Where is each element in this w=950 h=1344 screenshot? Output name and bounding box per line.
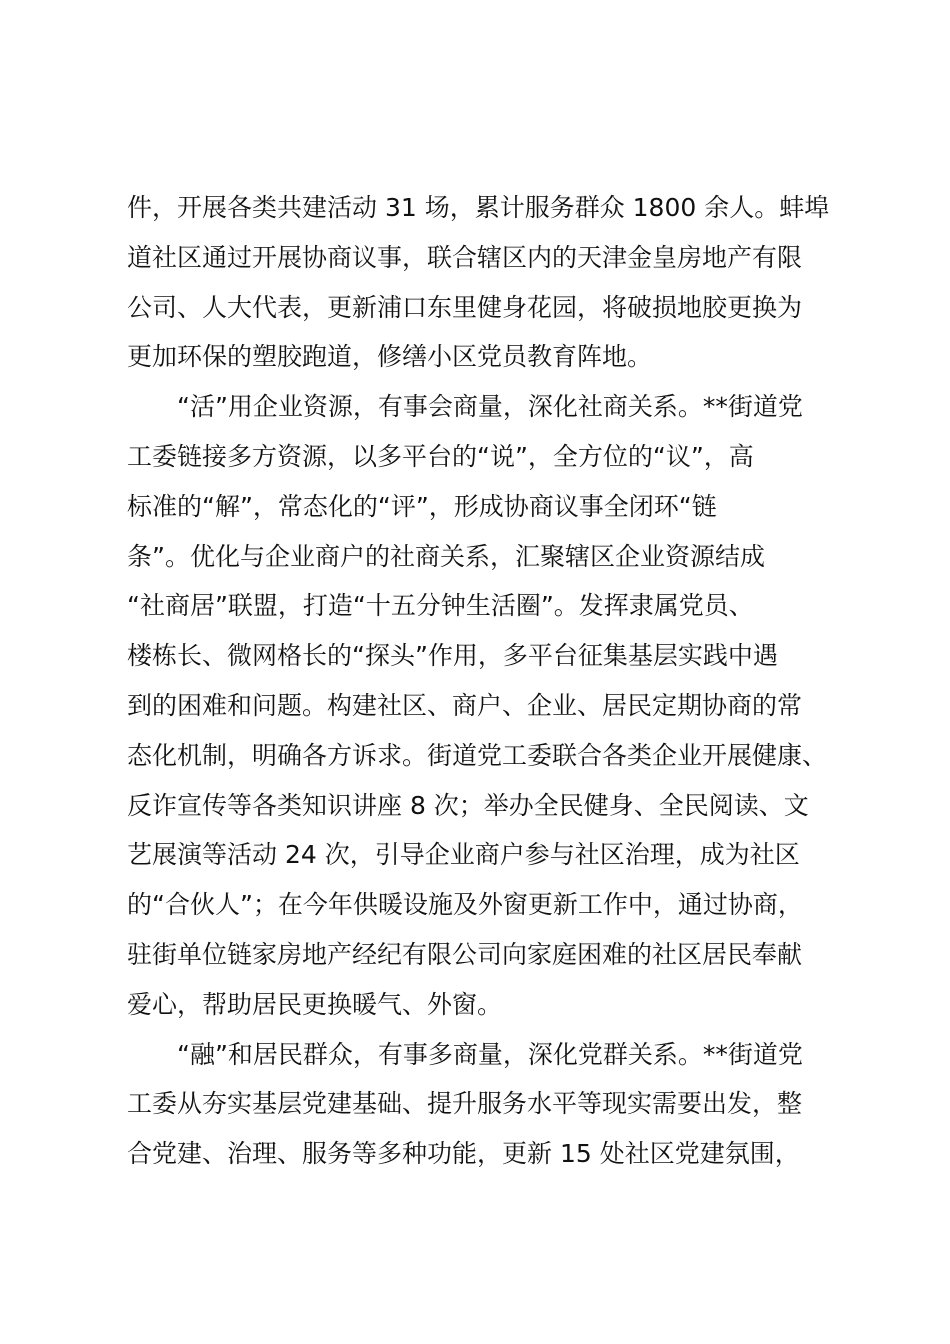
text-line: 态化机制，明确各方诉求。街道党工委联合各类企业开展健康、	[127, 740, 828, 770]
paragraph-1	[127, 183, 847, 382]
text-line-first: “融”和居民群众，有事多商量，深化党群关系。**街道党	[177, 1039, 803, 1069]
text-line: 条”。优化与企业商户的社商关系，汇聚辖区企业资源结成	[127, 541, 765, 571]
text-line: 楼栋长、微网格长的“探头”作用，多平台征集基层实践中遇	[127, 641, 778, 671]
text-line: “社商居”联盟，打造“十五分钟生活圈”。发挥隶属党员、	[127, 591, 754, 621]
text-line: 驻街单位链家房地产经纪有限公司向家庭困难的社区居民奉献	[127, 939, 803, 969]
text-line: 更加环保的塑胶跑道，修缮小区党员教育阵地。	[127, 342, 653, 372]
text-line: 标准的“解”，常态化的“评”，形成协商议事全闭环“链	[127, 491, 717, 521]
text-line: 工委从夯实基层党建基础、提升服务水平等现实需要出发，整	[127, 1089, 803, 1119]
text-line: 公司、人大代表，更新浦口东里健身花园，将破损地胶更换为	[127, 292, 803, 322]
paragraph-2	[127, 382, 847, 1029]
text-line: 艺展演等活动 24 次，引导企业商户参与社区治理，成为社区	[127, 840, 800, 870]
body-text	[127, 183, 847, 1179]
paragraph-3	[127, 1030, 847, 1179]
text-line: 的“合伙人”；在今年供暖设施及外窗更新工作中，通过协商，	[127, 890, 803, 920]
text-line: 工委链接多方资源，以多平台的“说”，全方位的“议”，高	[127, 441, 754, 471]
text-line: 到的困难和问题。构建社区、商户、企业、居民定期协商的常	[127, 690, 803, 720]
text-line: 件，开展各类共建活动 31 场，累计服务群众 1800 余人。蚌埠	[127, 193, 830, 222]
text-line: 爱心，帮助居民更换暖气、外窗。	[127, 989, 503, 1019]
text-line-first: “活”用企业资源，有事会商量，深化社商关系。**街道党	[177, 392, 803, 422]
text-line: 道社区通过开展协商议事，联合辖区内的天津金皇房地产有限	[127, 242, 803, 272]
text-line: 反诈宣传等各类知识讲座 8 次；举办全民健身、全民阅读、文	[127, 790, 809, 820]
text-line: 合党建、治理、服务等多种功能，更新 15 处社区党建氛围，	[127, 1139, 800, 1169]
